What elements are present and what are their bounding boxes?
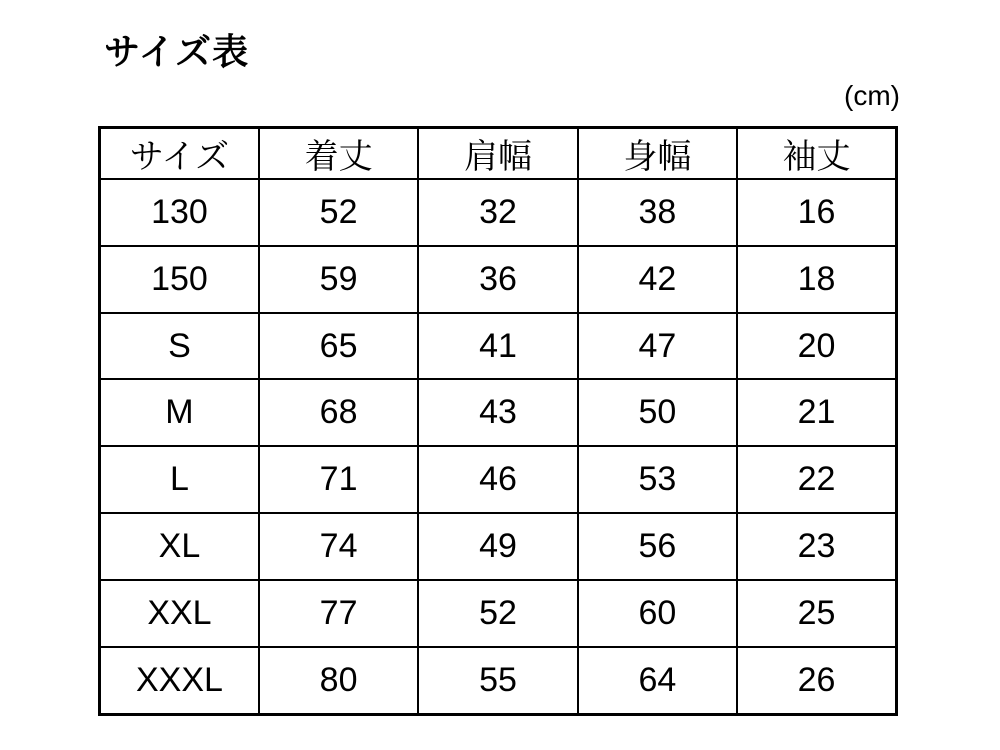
measurement-cell: 22 (737, 446, 896, 513)
measurement-cell: 42 (578, 246, 737, 313)
measurement-cell: 36 (418, 246, 577, 313)
size-label-cell: L (100, 446, 259, 513)
measurement-cell: 47 (578, 313, 737, 380)
measurement-cell: 74 (259, 513, 418, 580)
column-header: 着丈 (259, 128, 418, 180)
measurement-cell: 23 (737, 513, 896, 580)
measurement-cell: 55 (418, 647, 577, 715)
size-label-cell: XL (100, 513, 259, 580)
measurement-cell: 46 (418, 446, 577, 513)
column-header: サイズ (100, 128, 259, 180)
measurement-cell: 71 (259, 446, 418, 513)
size-label-cell: 130 (100, 179, 259, 246)
page-title: サイズ表 (104, 31, 250, 72)
unit-label: (cm) (844, 80, 900, 111)
measurement-cell: 52 (418, 580, 577, 647)
measurement-cell: 38 (578, 179, 737, 246)
column-header: 袖丈 (737, 128, 896, 180)
measurement-cell: 65 (259, 313, 418, 380)
measurement-cell: 64 (578, 647, 737, 715)
measurement-cell: 25 (737, 580, 896, 647)
table-row (100, 446, 897, 513)
table-row (100, 313, 897, 380)
table-row (100, 580, 897, 647)
measurement-cell: 26 (737, 647, 896, 715)
measurement-cell: 21 (737, 379, 896, 446)
size-label-cell: 150 (100, 246, 259, 313)
measurement-cell: 60 (578, 580, 737, 647)
size-label-cell: XXL (100, 580, 259, 647)
header-row (100, 128, 897, 180)
measurement-cell: 53 (578, 446, 737, 513)
size-label-cell: XXXL (100, 647, 259, 715)
measurement-cell: 52 (259, 179, 418, 246)
measurement-cell: 80 (259, 647, 418, 715)
size-label-cell: M (100, 379, 259, 446)
measurement-cell: 59 (259, 246, 418, 313)
measurement-cell: 20 (737, 313, 896, 380)
table-row (100, 379, 897, 446)
measurement-cell: 77 (259, 580, 418, 647)
measurement-cell: 41 (418, 313, 577, 380)
table-row (100, 647, 897, 715)
measurement-cell: 49 (418, 513, 577, 580)
measurement-cell: 32 (418, 179, 577, 246)
measurement-cell: 50 (578, 379, 737, 446)
size-label-cell: S (100, 313, 259, 380)
table-body (100, 179, 897, 715)
column-header: 身幅 (578, 128, 737, 180)
measurement-cell: 43 (418, 379, 577, 446)
table-row (100, 513, 897, 580)
measurement-cell: 16 (737, 179, 896, 246)
size-chart-table (98, 126, 898, 716)
measurement-cell: 68 (259, 379, 418, 446)
column-header: 肩幅 (418, 128, 577, 180)
measurement-cell: 18 (737, 246, 896, 313)
table-row (100, 246, 897, 313)
measurement-cell: 56 (578, 513, 737, 580)
table-row (100, 179, 897, 246)
table-header (100, 128, 897, 180)
